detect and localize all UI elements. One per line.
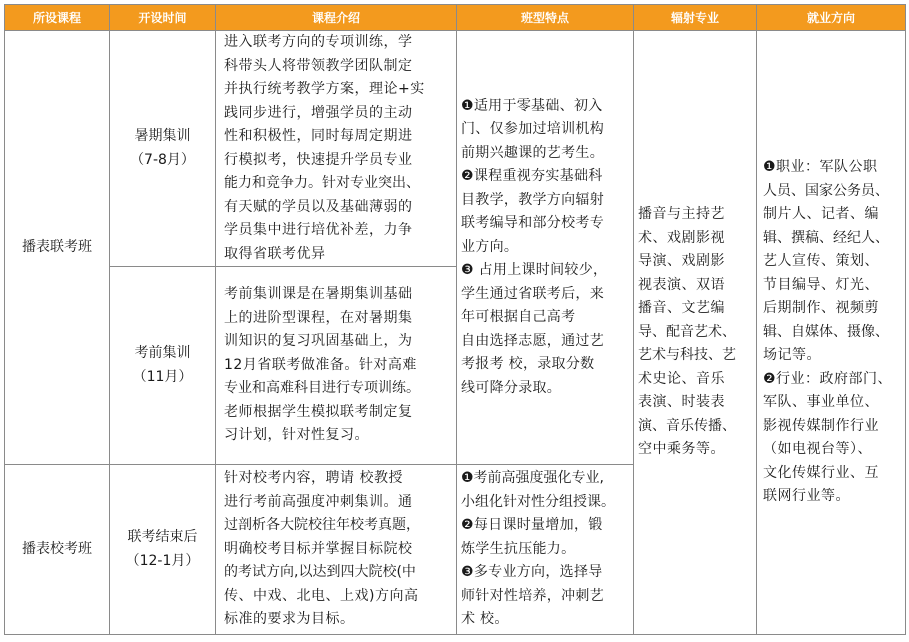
header-features: 班型特点 [457, 5, 634, 31]
intro-summer-line: 性和积极性，同时每周定期进 [224, 128, 413, 144]
features-joint-line: 门、仅参加过培训机构 [461, 121, 604, 138]
features-joint-line: 线可降分录取。 [461, 379, 562, 396]
features-joint-line: ❶适用于零基础、初入 [461, 97, 603, 114]
careers-cell [757, 31, 906, 635]
majors-line: 空中乘务等。 [638, 441, 725, 458]
intro-summer [216, 31, 457, 267]
time-precamp [110, 267, 216, 465]
features-joint-line: 自由选择志愿，通过艺 [461, 332, 604, 349]
features-school-line: ❶考前高强度强化专业, [461, 470, 605, 487]
intro-school-line: 过剖析各大院校往年校考真题， [224, 517, 420, 534]
features-school-line: 炼学生抗压能力。 [461, 540, 576, 557]
course-name-school: 播表校考班 [5, 465, 110, 635]
intro-summer-line: 并执行统考教学方案，理论+实 [224, 81, 425, 97]
careers-line: 制片人、记者、编 [763, 206, 879, 223]
intro-school-line: 传、中戏、北电、上戏)方向高 [224, 587, 419, 604]
time-school-label: 联考结束后 [127, 529, 198, 545]
header-time: 开设时间 [110, 5, 216, 31]
intro-summer-line: 科带头人将带领教学团队制定 [224, 57, 413, 74]
careers-line: 人员、国家公务员、 [763, 182, 889, 199]
intro-precamp-line: 专业和高难科目进行专项训练。 [224, 380, 420, 397]
time-precamp-months: （11月） [132, 368, 193, 385]
header-intro: 课程介绍 [216, 5, 457, 31]
intro-summer-line: 取得省联考优异 [224, 245, 326, 262]
majors-line: 播音、文艺编 [638, 300, 725, 317]
header-careers: 就业方向 [757, 5, 906, 31]
time-summer-label: 暑期集训 [134, 128, 191, 144]
features-school-line: ❷每日课时量增加，锻 [461, 517, 603, 534]
features-joint-line: ❸ 占用上课时间较少， [461, 262, 608, 279]
intro-school-line: 标准的要求为目标。 [224, 611, 355, 628]
careers-line: 场记等。 [763, 347, 821, 364]
majors-line: 导演、戏剧影 [638, 253, 725, 270]
features-joint-line: ❷课程重视夯实基础科 [461, 168, 603, 185]
time-summer [110, 31, 216, 267]
intro-summer-line: 有天赋的学员以及基础薄弱的 [224, 198, 413, 215]
intro-summer-line: 践同步进行，增强学员的主动 [224, 104, 413, 121]
time-precamp-label: 考前集训 [134, 345, 191, 361]
features-school-line: 师针对性培养，冲刺艺 [461, 587, 604, 604]
intro-precamp [216, 267, 457, 465]
careers-line: ❷行业：政府部门、 [763, 370, 893, 387]
intro-summer-line: 学员集中进行培优补差，力争 [224, 222, 413, 238]
features-joint [457, 31, 634, 465]
careers-line: 辑、自媒体、摄像、 [763, 323, 889, 340]
majors-line: 导、配音艺术、 [638, 323, 736, 340]
majors-line: 术史论、音乐 [638, 370, 725, 387]
majors-line: 视表演、双语 [638, 276, 725, 293]
features-joint-line: 考报考 校，录取分数 [461, 356, 595, 373]
intro-precamp-line: 12月省联考做准备。针对高难 [224, 356, 417, 373]
careers-line: ❶职业：军队公职 [763, 159, 878, 176]
features-joint-line: 目教学，教学方向辐射 [461, 191, 604, 208]
header-course: 所设课程 [5, 5, 110, 31]
intro-precamp-line: 上的进阶型课程，在对暑期集 [224, 309, 413, 326]
intro-summer-line: 行模拟考，快速提升学员专业 [224, 151, 413, 168]
careers-line: 军队、事业单位、 [763, 394, 879, 411]
features-joint-line: 前期兴趣课的艺考生。 [461, 144, 604, 161]
intro-school-line: 的考试方向,以达到四大院校(中 [224, 564, 416, 581]
intro-school-line: 明确校考目标并掌握目标院校 [224, 540, 413, 557]
careers-line: 艺人宣传、策划、 [763, 253, 879, 270]
careers-line: 联网行业等。 [763, 488, 850, 505]
intro-summer-line: 能力和竞争力。针对专业突出、 [224, 175, 420, 191]
features-school-line: ❸多专业方向，选择导 [461, 564, 603, 581]
course-table [4, 4, 906, 635]
intro-summer-line: 进入联考方向的专项训练，学 [224, 34, 413, 50]
majors-line: 术、戏剧影视 [638, 229, 725, 246]
careers-line: 节目编导、灯光、 [763, 276, 879, 293]
features-joint-line: 年可根据自己高考 [461, 309, 576, 326]
intro-precamp-line: 考前集训课是在暑期集训基础 [224, 286, 413, 303]
features-joint-line: 联考编导和部分校考专 [461, 215, 604, 232]
features-school-line: 术 校。 [461, 611, 509, 628]
intro-school [216, 465, 457, 635]
features-joint-line: 业方向。 [461, 238, 519, 255]
careers-line: 后期制作、视频剪 [763, 300, 879, 317]
features-joint-line: 学生通过省联考后，来 [461, 285, 604, 302]
majors-line: 播音与主持艺 [638, 206, 725, 223]
features-school [457, 465, 634, 635]
intro-school-line: 针对校考内容，聘请 校教授 [224, 470, 403, 487]
intro-precamp-line: 老师根据学生模拟联考制定复 [224, 403, 413, 420]
careers-line: 影视传媒制作行业 [763, 417, 879, 434]
time-school-months: （12-1月） [125, 552, 200, 569]
majors-line: 演、音乐传播、 [638, 417, 736, 434]
time-summer-months: （7-8月） [130, 151, 195, 168]
table-row-summer [5, 31, 906, 267]
intro-school-line: 进行考前高强度冲刺集训。通 [224, 493, 413, 510]
header-majors: 辐射专业 [634, 5, 757, 31]
header-row [5, 5, 906, 31]
careers-line: （如电视台等）、 [763, 441, 872, 458]
intro-precamp-line: 习计划，针对性复习。 [224, 427, 369, 444]
careers-line: 文化传媒行业、互 [763, 464, 879, 481]
features-school-line: 小组化针对性分组授课。 [461, 493, 615, 510]
majors-line: 艺术与科技、艺 [638, 347, 736, 364]
intro-precamp-line: 训知识的复习巩固基础上，为 [224, 333, 413, 350]
course-name-joint: 播表联考班 [5, 31, 110, 465]
careers-line: 辑、撰稿、经纪人、 [763, 229, 889, 246]
majors-line: 表演、时装表 [638, 394, 725, 411]
time-school [110, 465, 216, 635]
majors-cell [634, 31, 757, 635]
